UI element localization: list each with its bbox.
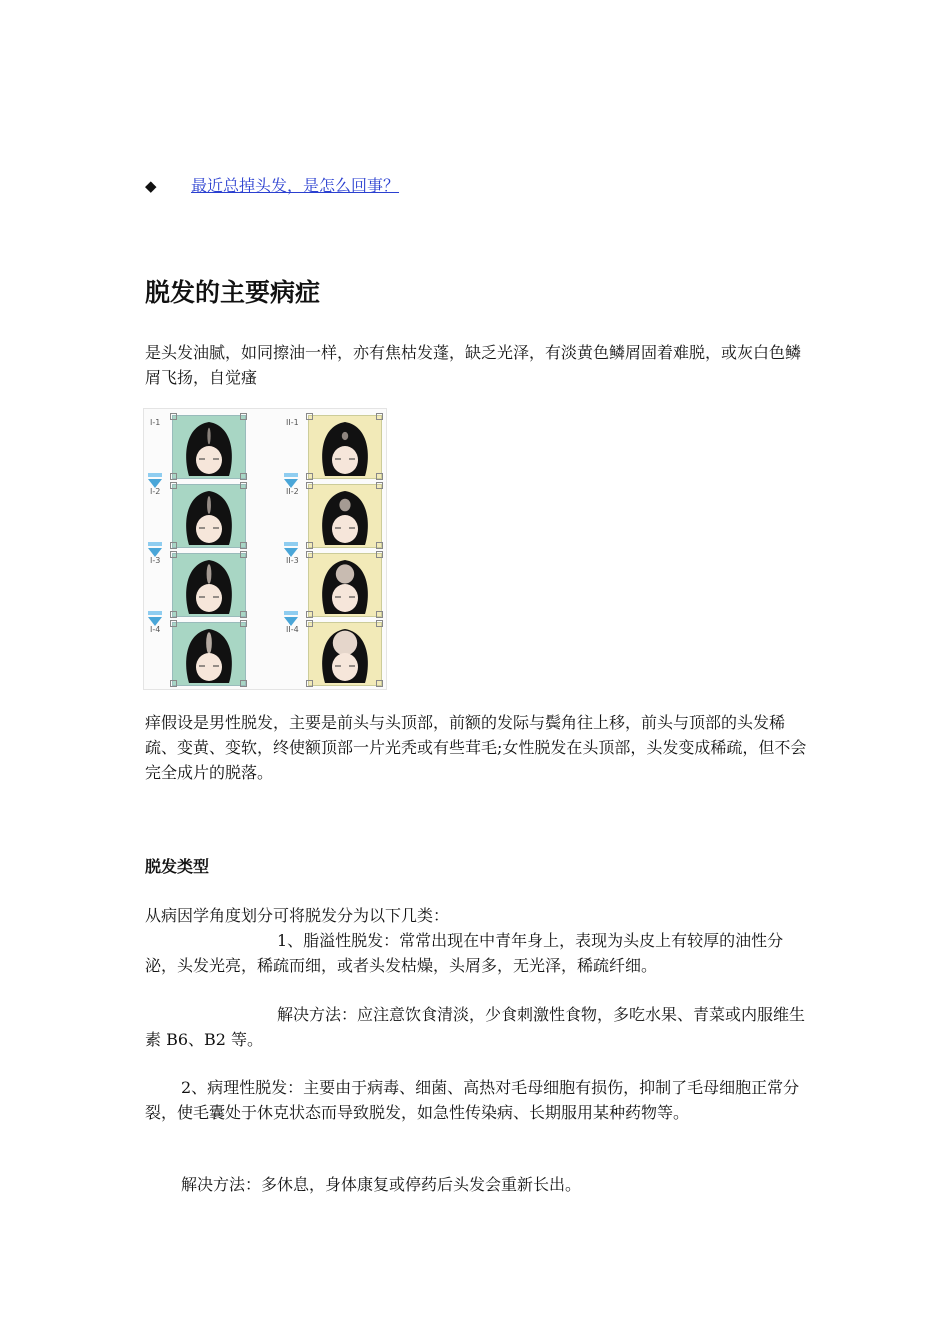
crop-corner-mark [306, 551, 313, 558]
down-arrow-icon [284, 617, 298, 626]
face-shape [332, 446, 358, 474]
face-shape [196, 446, 222, 474]
scalp-thinning-area [339, 499, 350, 512]
hair-loss-stages-figure [143, 408, 387, 690]
head-drawing [173, 554, 245, 616]
scalp-thinning-area [336, 564, 354, 583]
crop-corner-mark [170, 542, 177, 549]
stage-label: I-2 [150, 487, 161, 496]
crop-corner-mark [376, 542, 383, 549]
crop-corner-mark [306, 680, 313, 687]
face-shape [196, 584, 222, 612]
type2-description [145, 1075, 810, 1125]
stage-label: I-4 [150, 625, 161, 634]
down-arrow-icon [284, 548, 298, 557]
face-shape [196, 515, 222, 543]
head-drawing [309, 485, 381, 547]
diamond-bullet-icon: ◆ [145, 177, 157, 195]
crop-corner-mark [170, 551, 177, 558]
head-drawing [173, 623, 245, 685]
crop-corner-mark [376, 611, 383, 618]
scalp-thinning-area [342, 432, 348, 440]
related-link-line [145, 174, 399, 198]
type2-solution [145, 1172, 810, 1197]
head-illustration-left-2 [172, 484, 246, 548]
crop-corner-mark [306, 611, 313, 618]
head-illustration-right-1 [308, 415, 382, 479]
head-illustration-right-4 [308, 622, 382, 686]
crop-corner-mark [376, 551, 383, 558]
head-drawing [173, 416, 245, 478]
type1-solution-text: 解决方法：应注意饮食清淡，少食刺激性食物，多吃水果、青菜或内服维生素 B6、B2 等。 [145, 1005, 806, 1049]
crop-corner-mark [306, 542, 313, 549]
down-arrow-icon [284, 479, 298, 488]
type1-description [145, 928, 810, 978]
crop-corner-mark [170, 620, 177, 627]
crop-corner-mark [240, 611, 247, 618]
stage-label: II-3 [286, 556, 299, 565]
crop-corner-mark [376, 482, 383, 489]
crop-corner-mark [376, 413, 383, 420]
type1-description-text: 1、脂溢性脱发：常常出现在中青年身上，表现为头皮上有较厚的油性分泌，头发光亮，稀疏而细，或者头发枯燥，头屑多，无光泽，稀疏纤细。 [145, 931, 784, 975]
head-drawing [173, 485, 245, 547]
pattern-paragraph: 痒假设是男性脱发，主要是前头与头顶部，前额的发际与鬓角往上移，前头与顶部的头发稀疏、变黄、变软，终使额顶部一片光秃或有些茸毛;女性脱发在头顶部，头发变成稀疏，但不会完全成片的脱落。 [145, 713, 807, 782]
type2-description-text: 2、病理性脱发：主要由于病毒、细菌、高热对毛母细胞有损伤，抑制了毛母细胞正常分裂，使毛囊处于休克状态而导致脱发，如急性传染病、长期服用某种药物等。 [145, 1078, 800, 1122]
crop-corner-mark [170, 611, 177, 618]
stage-label: II-1 [286, 418, 299, 427]
scalp-thinning-area [333, 631, 357, 656]
crop-corner-mark [170, 413, 177, 420]
head-illustration-right-3 [308, 553, 382, 617]
head-drawing [309, 416, 381, 478]
crop-corner-mark [170, 482, 177, 489]
stage-label: I-3 [150, 556, 161, 565]
symptoms-paragraph: 是头发油腻，如同擦油一样，亦有焦枯发蓬，缺乏光泽，有淡黄色鳞屑固着难脱，或灰白色鳞屑飞扬，自觉瘙 [145, 343, 802, 387]
crop-corner-mark [170, 680, 177, 687]
crop-corner-mark [240, 551, 247, 558]
type1-solution [145, 1002, 810, 1052]
crop-corner-mark [306, 482, 313, 489]
crop-corner-mark [240, 482, 247, 489]
face-shape [332, 653, 358, 681]
face-shape [332, 515, 358, 543]
crop-corner-mark [376, 620, 383, 627]
scalp-thinning-area [207, 428, 210, 445]
crop-corner-mark [306, 413, 313, 420]
crop-corner-mark [240, 620, 247, 627]
down-arrow-icon [148, 617, 162, 626]
stage-label: I-1 [150, 418, 161, 427]
intro-paragraph: 从病因学角度划分可将脱发分为以下几类： [145, 906, 450, 925]
types-heading: 脱发类型 [145, 857, 210, 876]
head-drawing [309, 623, 381, 685]
scalp-thinning-area [206, 632, 212, 653]
face-shape [332, 584, 358, 612]
down-arrow-icon [148, 479, 162, 488]
down-arrow-icon [148, 548, 162, 557]
stage-label: II-2 [286, 487, 299, 496]
crop-corner-mark [306, 473, 313, 480]
stage-label: II-4 [286, 625, 299, 634]
head-illustration-left-1 [172, 415, 246, 479]
head-illustration-left-3 [172, 553, 246, 617]
crop-corner-mark [240, 542, 247, 549]
crop-corner-mark [240, 413, 247, 420]
crop-corner-mark [306, 620, 313, 627]
head-illustration-left-4 [172, 622, 246, 686]
related-article-link[interactable]: 最近总掉头发，是怎么回事？ [191, 176, 400, 195]
crop-corner-mark [240, 680, 247, 687]
crop-corner-mark [376, 680, 383, 687]
face-shape [196, 653, 222, 681]
crop-corner-mark [376, 473, 383, 480]
head-drawing [309, 554, 381, 616]
crop-corner-mark [170, 473, 177, 480]
head-illustration-right-2 [308, 484, 382, 548]
crop-corner-mark [240, 473, 247, 480]
scalp-thinning-area [207, 496, 211, 514]
main-heading: 脱发的主要病症 [145, 278, 321, 307]
type2-solution-text: 解决方法：多休息，身体康复或停药后头发会重新长出。 [181, 1175, 582, 1194]
scalp-thinning-area [207, 564, 212, 584]
